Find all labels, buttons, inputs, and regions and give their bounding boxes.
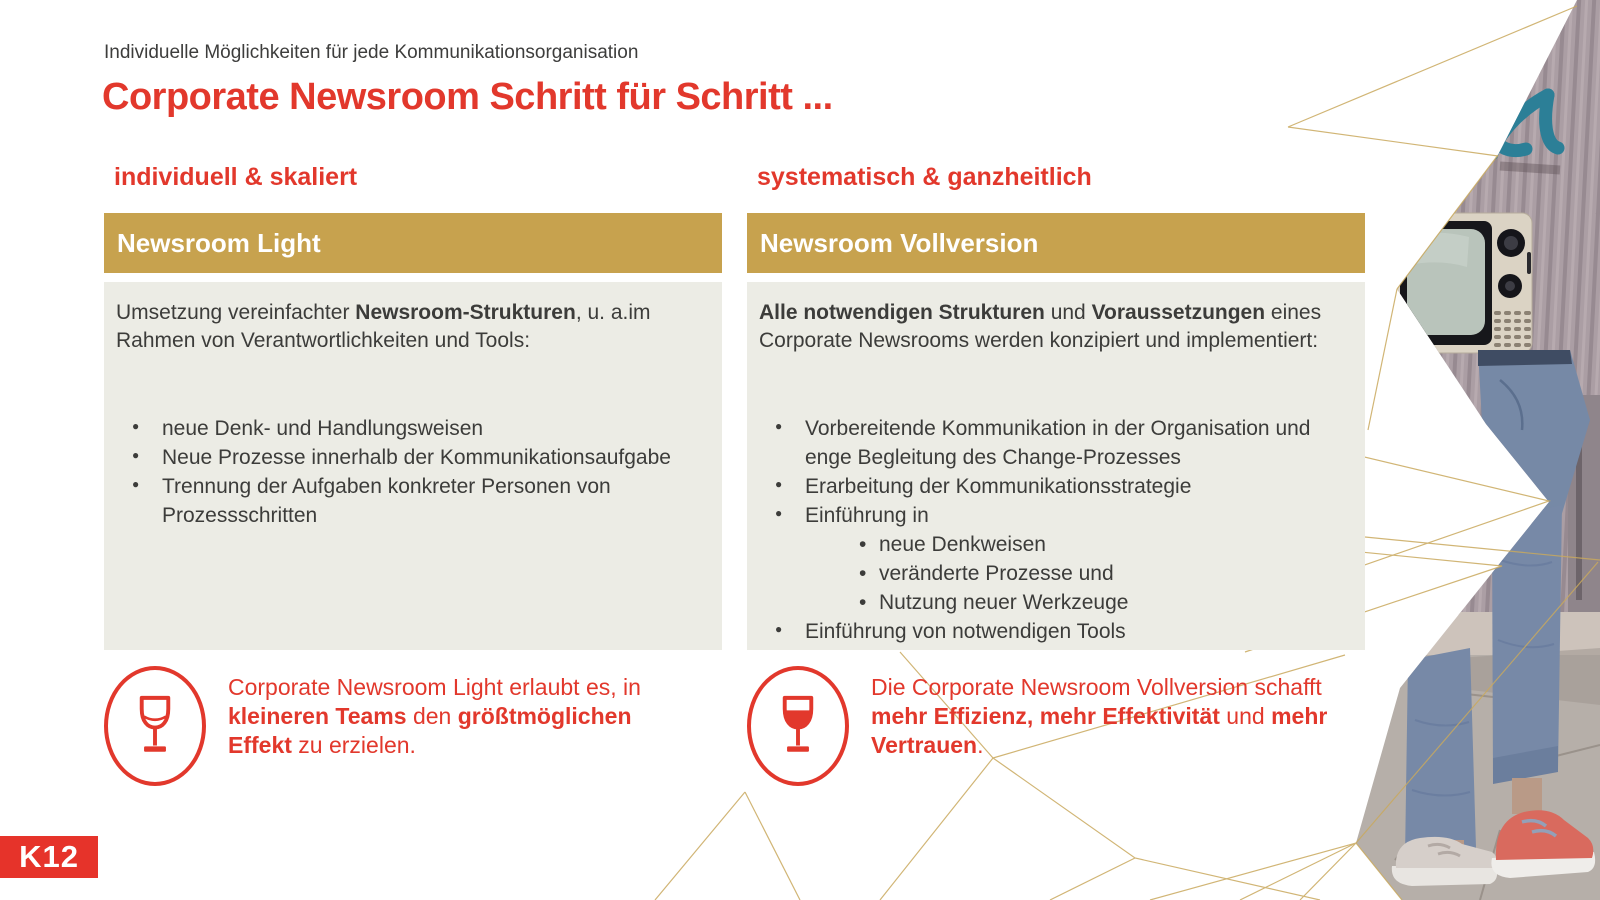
bullet-item: ● Neue Prozesse innerhalb der Kommunikationsaufgabe bbox=[130, 444, 706, 473]
tv-head-person-photo bbox=[1340, 0, 1600, 900]
slide-kicker: Individuelle Möglichkeiten für jede Kommunikationsorganisation bbox=[104, 42, 639, 63]
column-tagline: individuell & skaliert bbox=[114, 163, 358, 191]
column-intro: Alle notwendigen Strukturen und Voraussetzungen eines Corporate Newsrooms werden konzipiert und implementiert: bbox=[759, 301, 1322, 353]
k12-logo: K12 bbox=[0, 836, 98, 878]
page-title: Corporate Newsroom Schritt für Schritt ... bbox=[102, 76, 833, 118]
column-header-bar: Newsroom Light bbox=[104, 213, 722, 273]
bullet-item: ● Einführung von notwendigen Tools bbox=[773, 618, 1349, 647]
bullet-item: ● Erarbeitung der Kommunikationsstrategie bbox=[773, 473, 1349, 502]
bullet-item: ● neue Denk- und Handlungsweisen bbox=[130, 415, 706, 444]
sub-bullet-item: • neue Denkweisen bbox=[857, 531, 1349, 560]
bullet-item: ● Einführung in • neue Denkweisen • veränderte Prozesse und • Nutzung neuer Werkzeuge bbox=[773, 502, 1349, 618]
column-tagline: systematisch & ganzheitlich bbox=[757, 163, 1092, 191]
bullet-item: ● Trennung der Aufgaben konkreter Personen von Prozessschritten bbox=[130, 473, 706, 531]
callout-text: Die Corporate Newsroom Vollversion schafft mehr Effizienz, mehr Effektivität und mehr Vertrauen. bbox=[871, 674, 1328, 759]
column-intro: Umsetzung vereinfachter Newsroom-Strukturen, u. a.im Rahmen von Verantwortlichkeiten und Tools: bbox=[116, 301, 651, 353]
sub-bullet-item: • Nutzung neuer Werkzeuge bbox=[857, 589, 1349, 618]
callout-text: Corporate Newsroom Light erlaubt es, in kleineren Teams den größtmöglichen Effekt zu erzielen. bbox=[228, 674, 641, 759]
bullet-item: ● Vorbereitende Kommunikation in der Organisation und enge Begleitung des Change-Prozesses bbox=[773, 415, 1349, 473]
sub-bullet-item: • veränderte Prozesse und bbox=[857, 560, 1349, 589]
column-header-bar: Newsroom Vollversion bbox=[747, 213, 1365, 273]
vintage-tv bbox=[1392, 213, 1532, 353]
